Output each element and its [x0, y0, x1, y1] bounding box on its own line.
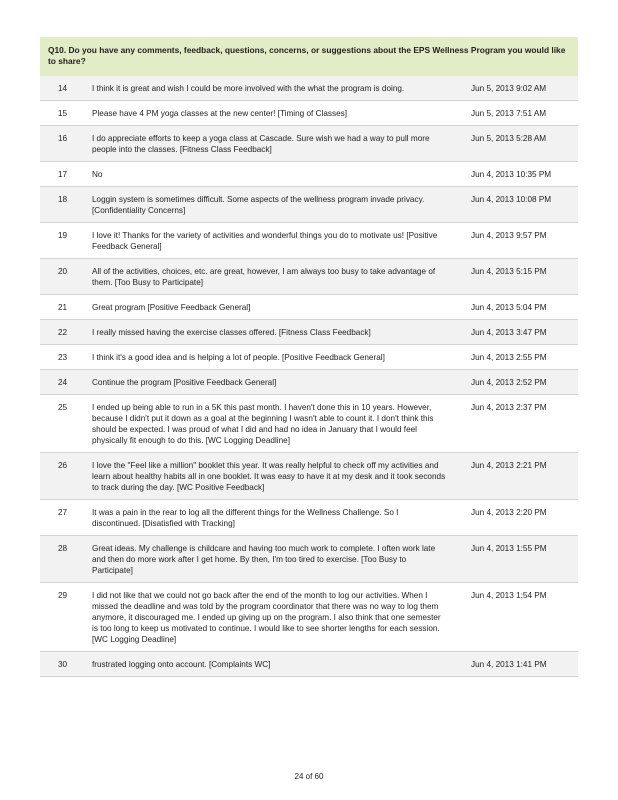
response-number: 16 — [58, 134, 68, 143]
table-row — [40, 126, 578, 162]
table-row — [40, 345, 578, 370]
response-comment: I love the "Feel like a million" booklet this year. It was really helpful to check off my activities and learn about healthy habits all in one booklet. It was easy to have it at my desk and it took seconds to track during the day. [WC Positive Feedback] — [92, 461, 446, 492]
response-date: Jun 4, 2013 5:15 PM — [471, 267, 547, 276]
response-comment: Continue the program [Positive Feedback General] — [92, 378, 277, 387]
response-comment: All of the activities, choices, etc. are great, however, I am always too busy to take advantage of them. [Too Busy to Participate] — [92, 267, 436, 287]
response-comment: I think it's a good idea and is helping a lot of people. [Positive Feedback General] — [92, 353, 385, 362]
response-date: Jun 5, 2013 7:51 AM — [471, 109, 547, 118]
response-number: 17 — [58, 170, 68, 179]
response-number: 18 — [58, 195, 68, 204]
response-date: Jun 4, 2013 1:54 PM — [471, 591, 547, 600]
table-row — [40, 583, 578, 652]
response-comment: No — [92, 170, 103, 179]
table-row — [40, 453, 578, 500]
response-date: Jun 4, 2013 2:37 PM — [471, 403, 547, 412]
response-date: Jun 4, 2013 9:57 PM — [471, 231, 547, 240]
response-number: 29 — [58, 591, 68, 600]
response-date: Jun 4, 2013 2:21 PM — [471, 461, 547, 470]
response-comment: Great program [Positive Feedback General] — [92, 303, 251, 312]
table-row — [40, 187, 578, 223]
table-row — [40, 536, 578, 583]
response-number: 26 — [58, 461, 68, 470]
table-row — [40, 320, 578, 345]
survey-table — [40, 37, 578, 677]
table-row — [40, 223, 578, 259]
table-row — [40, 76, 578, 101]
response-number: 15 — [58, 109, 68, 118]
response-comment: I love it! Thanks for the variety of activities and wonderful things you do to motivate us! [Positive Feedback General] — [92, 231, 438, 251]
response-number: 30 — [58, 660, 68, 669]
response-number: 28 — [58, 544, 68, 553]
response-date: Jun 5, 2013 5:28 AM — [471, 134, 547, 143]
table-row — [40, 295, 578, 320]
response-date: Jun 4, 2013 2:52 PM — [471, 378, 547, 387]
response-number: 23 — [58, 353, 68, 362]
response-comment: I do appreciate efforts to keep a yoga class at Cascade. Sure wish we had a way to pull more people into the classes. [Fitness Class Feedback] — [92, 134, 430, 154]
response-number: 25 — [58, 403, 68, 412]
response-comment: I did not like that we could not go back after the end of the month to log our activities. When I missed the deadline and was told by the program coordinator that there was no way to log them anymore, it discouraged me. I ended up giving up on the program. I also think that one semester is too long to keep us motivated to continue. I would like to see shorter lengths for each session. [WC Logging Deadline] — [92, 591, 441, 644]
response-comment: It was a pain in the rear to log all the different things for the Wellness Challenge. So I discontinued. [Disatisfied with Tracking] — [92, 508, 399, 528]
response-date: Jun 4, 2013 2:20 PM — [471, 508, 547, 517]
response-number: 21 — [58, 303, 68, 312]
response-date: Jun 4, 2013 10:35 PM — [471, 170, 552, 179]
response-date: Jun 4, 2013 1:41 PM — [471, 660, 547, 669]
response-date: Jun 4, 2013 2:55 PM — [471, 353, 547, 362]
response-date: Jun 4, 2013 5:04 PM — [471, 303, 547, 312]
table-row — [40, 652, 578, 677]
page-number: 24 of 60 — [294, 772, 324, 781]
question-header: Q10. Do you have any comments, feedback, questions, concerns, or suggestions about the EPS Wellness Program you would like to share? — [40, 37, 578, 76]
response-date: Jun 4, 2013 10:08 PM — [471, 195, 552, 204]
table-row — [40, 259, 578, 295]
response-date: Jun 4, 2013 1:55 PM — [471, 544, 547, 553]
table-row — [40, 500, 578, 536]
table-row — [40, 101, 578, 126]
response-comment: I really missed having the exercise classes offered. [Fitness Class Feedback] — [92, 328, 371, 337]
table-row — [40, 162, 578, 187]
response-comment: Please have 4 PM yoga classes at the new center! [Timing of Classes] — [92, 109, 347, 118]
table-row — [40, 395, 578, 453]
response-number: 22 — [58, 328, 68, 337]
response-comment: I ended up being able to run in a 5K this past month. I haven't done this in 10 years. However, because I didn't put it down as a goal at the beginning I wasn't able to count it. I don't think this should be expected. I was proud of what I did and had no idea in January that I would feel physically fit enough to do this. [WC Logging Deadline] — [92, 403, 434, 445]
response-comment: frustrated logging onto account. [Complaints WC] — [92, 660, 271, 669]
response-comment: Great ideas. My challenge is childcare and having too much work to complete. I often work late and then do more work after I get home. By then, I'm too tired to exercise. [Too Busy to Participate] — [92, 544, 436, 575]
table-row — [40, 370, 578, 395]
response-number: 24 — [58, 378, 68, 387]
response-comment: Loggin system is sometimes difficult. Some aspects of the wellness program invade privacy. [Confidentiality Concerns] — [92, 195, 425, 215]
response-comment: I think it is great and wish I could be more involved with the what the program is doing. — [92, 84, 405, 93]
response-date: Jun 4, 2013 3:47 PM — [471, 328, 547, 337]
response-number: 20 — [58, 267, 68, 276]
response-number: 14 — [58, 84, 68, 93]
response-rows — [40, 76, 578, 677]
response-number: 27 — [58, 508, 68, 517]
response-number: 19 — [58, 231, 68, 240]
response-date: Jun 5, 2013 9:02 AM — [471, 84, 547, 93]
